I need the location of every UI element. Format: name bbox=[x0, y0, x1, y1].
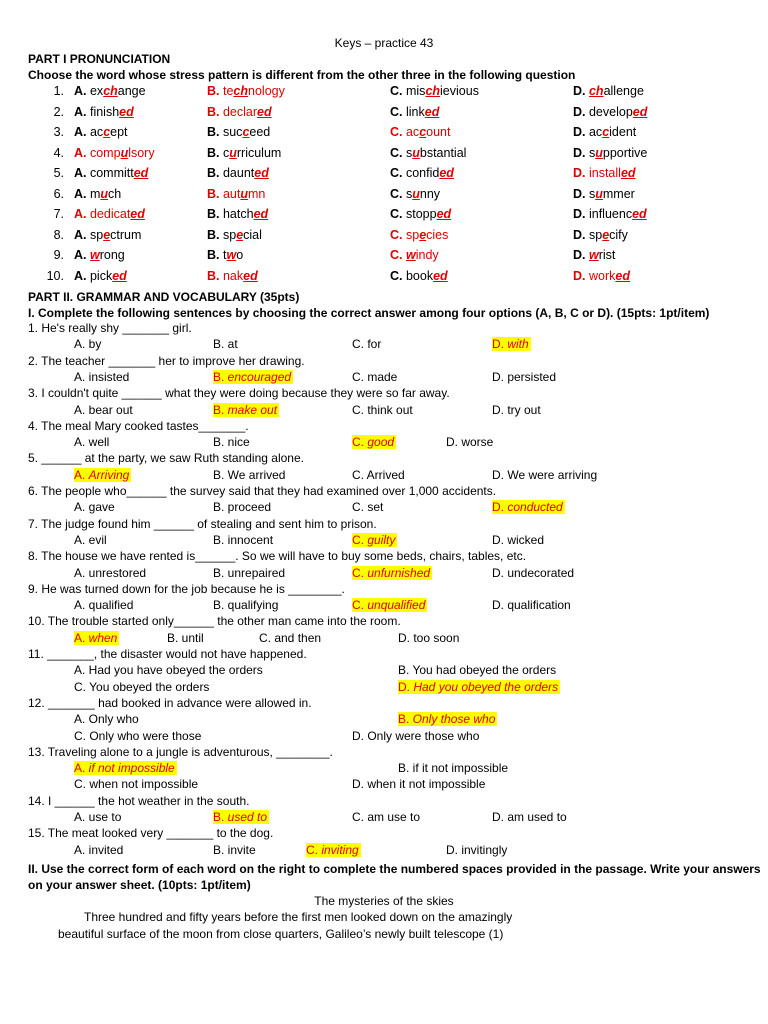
pronunciation-row bbox=[0, 166, 768, 186]
answer-option: A. qualified bbox=[74, 598, 134, 613]
option-c: C. mischievious bbox=[390, 84, 479, 98]
option-a: A. dedicated bbox=[74, 207, 145, 221]
question-number: 6. bbox=[53, 186, 64, 201]
question-number: 9. bbox=[53, 248, 64, 262]
question-text: 7. The judge found him ______ of stealing and sent him to prison. bbox=[28, 516, 377, 531]
option-a: A. exchange bbox=[74, 84, 146, 98]
correct-answer-option: C. unqualified bbox=[352, 598, 426, 613]
correct-answer-option: C. good bbox=[352, 435, 395, 450]
option-b: B. autumn bbox=[207, 186, 266, 201]
option-d: D. supportive bbox=[573, 145, 648, 160]
correct-answer-option: A. if not impossible bbox=[74, 761, 175, 776]
question-text: 15. The meat looked very _______ to the dog. bbox=[28, 826, 274, 841]
page-title: Keys – practice 43 bbox=[334, 36, 434, 50]
answer-option: D. Only were those who bbox=[352, 728, 480, 743]
answer-option: B. proceed bbox=[213, 500, 272, 515]
correct-answer-option: D. conducted bbox=[492, 500, 563, 515]
pronunciation-row bbox=[0, 125, 768, 145]
answer-option: A. Only who bbox=[74, 712, 139, 727]
answer-option: D. We were arriving bbox=[492, 467, 598, 482]
option-a: A. much bbox=[74, 186, 122, 201]
answer-option: C. made bbox=[352, 369, 398, 384]
question-number: 10. bbox=[46, 268, 64, 283]
correct-answer-option: D. Had you obeyed the orders bbox=[398, 679, 559, 694]
answer-option: C. and then bbox=[259, 630, 322, 645]
question-text: 2. The teacher _______ her to improve her drawing. bbox=[28, 353, 305, 368]
answer-option: D. persisted bbox=[492, 369, 557, 384]
option-d: D. challenge bbox=[573, 84, 644, 98]
question-text: 4. The meal Mary cooked tastes_______. bbox=[28, 418, 249, 433]
option-b: B. two bbox=[207, 248, 244, 262]
answer-option: C. am use to bbox=[352, 810, 421, 824]
answer-option: A. bear out bbox=[74, 402, 133, 417]
option-a: A. compulsory bbox=[74, 145, 155, 160]
answer-option: C. for bbox=[352, 337, 382, 352]
pronunciation-row bbox=[0, 84, 768, 104]
correct-answer-option: C. inviting bbox=[306, 842, 359, 857]
correct-answer-option: A. Arriving bbox=[74, 467, 130, 482]
part2-instruction-2-line2: on your answer sheet. (10pts: 1pt/item) bbox=[28, 878, 251, 892]
correct-answer-option: A. when bbox=[74, 630, 118, 645]
answer-option: C. Only who were those bbox=[74, 728, 202, 743]
option-d: D. developed bbox=[573, 104, 648, 119]
option-a: A. picked bbox=[74, 268, 127, 283]
part2-heading: PART II. GRAMMAR AND VOCABULARY (35pts) bbox=[28, 290, 300, 304]
question-text: 10. The trouble started only______ the other man came into the room. bbox=[28, 614, 401, 629]
answer-option: A. well bbox=[74, 435, 110, 450]
answer-option: C. set bbox=[352, 500, 384, 515]
answer-option: C. when not impossible bbox=[74, 777, 199, 792]
correct-answer-option: C. unfurnished bbox=[352, 565, 431, 580]
part2-instruction-2-line1: II. Use the correct form of each word on the right to complete the numbered spaces provided in the passage. Write your answers bbox=[28, 862, 761, 876]
option-c: C. substantial bbox=[390, 145, 467, 160]
answer-option: D. invitingly bbox=[446, 842, 508, 857]
question-text: 12. _______ had booked in advance were allowed in. bbox=[28, 695, 312, 710]
option-c: C. sunny bbox=[390, 186, 441, 201]
correct-answer-option: B. Only those who bbox=[398, 712, 496, 727]
option-d: D. influenced bbox=[573, 207, 647, 221]
answer-option: C. Arrived bbox=[352, 467, 405, 482]
option-d: D. installed bbox=[573, 166, 636, 180]
pronunciation-row bbox=[0, 207, 768, 227]
answer-option: B. invite bbox=[213, 842, 256, 857]
option-c: C. linked bbox=[390, 104, 440, 119]
answer-option: D. too soon bbox=[398, 630, 460, 645]
option-d: D. specify bbox=[573, 227, 628, 242]
answer-option: D. am used to bbox=[492, 810, 567, 824]
question-text: 11. _______, the disaster would not have happened. bbox=[28, 647, 307, 661]
answer-option: B. until bbox=[167, 630, 204, 645]
question-number: 2. bbox=[53, 104, 64, 119]
option-c: C. stopped bbox=[390, 207, 452, 221]
answer-option: D. worse bbox=[446, 435, 494, 450]
question-text: 8. The house we have rented is______. So we will have to buy some beds, chairs, tables, etc. bbox=[28, 549, 527, 564]
option-b: B. succeed bbox=[207, 125, 271, 139]
passage-title: The mysteries of the skies bbox=[314, 894, 454, 908]
question-text: 13. Traveling alone to a jungle is adventurous, ________. bbox=[28, 744, 333, 759]
passage-line-2: beautiful surface of the moon from close quarters, Galileo’s newly built telescope (1) bbox=[58, 927, 504, 941]
answer-option: A. by bbox=[74, 337, 102, 352]
answer-option: B. You had obeyed the orders bbox=[398, 663, 557, 678]
part1-instruction: Choose the word whose stress pattern is different from the other three in the following question bbox=[28, 68, 576, 82]
option-b: B. declared bbox=[207, 104, 272, 119]
option-c: C. windy bbox=[390, 248, 439, 262]
pronunciation-row bbox=[0, 146, 768, 166]
option-a: A. committed bbox=[74, 166, 149, 180]
option-a: A. spectrum bbox=[74, 227, 142, 242]
correct-answer-option: D. with bbox=[492, 337, 529, 352]
pronunciation-row bbox=[0, 105, 768, 125]
option-c: C. confided bbox=[390, 166, 454, 180]
question-number: 4. bbox=[53, 145, 64, 160]
part2-instruction: I. Complete the following sentences by choosing the correct answer among four options (A, B, C or D). (15pts: 1pt/item) bbox=[28, 306, 710, 320]
pronunciation-row bbox=[0, 187, 768, 207]
option-b: B. hatched bbox=[207, 207, 269, 221]
option-d: D. accident bbox=[573, 125, 637, 139]
option-c: C. account bbox=[390, 125, 451, 139]
pronunciation-row bbox=[0, 269, 768, 289]
correct-answer-option: C. guilty bbox=[352, 532, 396, 547]
answer-option: B. qualifying bbox=[213, 598, 279, 613]
option-b: B. special bbox=[207, 227, 262, 242]
option-d: D. wrist bbox=[573, 248, 616, 262]
correct-answer-option: B. make out bbox=[213, 402, 278, 417]
option-a: A. accept bbox=[74, 125, 128, 139]
option-b: B. curriculum bbox=[207, 145, 282, 160]
option-a: A. finished bbox=[74, 104, 134, 119]
pronunciation-row bbox=[0, 248, 768, 268]
answer-option: D. when it not impossible bbox=[352, 777, 486, 792]
answer-option: C. You obeyed the orders bbox=[74, 679, 210, 694]
question-text: 6. The people who______ the survey said that they had examined over 1,000 accidents. bbox=[28, 484, 497, 498]
answer-option: A. insisted bbox=[74, 369, 130, 384]
question-number: 8. bbox=[53, 227, 64, 242]
answer-option: A. evil bbox=[74, 532, 107, 547]
answer-option: A. gave bbox=[74, 500, 115, 515]
answer-option: C. think out bbox=[352, 402, 413, 417]
answer-option: D. wicked bbox=[492, 532, 545, 547]
answer-option: A. unrestored bbox=[74, 565, 147, 580]
option-b: B. technology bbox=[207, 84, 285, 98]
option-a: A. wrong bbox=[74, 248, 125, 262]
question-number: 1. bbox=[53, 84, 64, 98]
answer-option: B. if it not impossible bbox=[398, 761, 509, 776]
option-d: D. summer bbox=[573, 186, 635, 201]
option-b: B. naked bbox=[207, 268, 258, 283]
answer-option: B. nice bbox=[213, 435, 250, 450]
answer-option: B. We arrived bbox=[213, 467, 286, 482]
answer-option: B. unrepaired bbox=[213, 565, 286, 580]
option-c: C. species bbox=[390, 227, 449, 242]
answer-option: B. innocent bbox=[213, 532, 274, 547]
question-number: 3. bbox=[53, 125, 64, 139]
answer-option: D. undecorated bbox=[492, 565, 575, 580]
answer-option: A. invited bbox=[74, 842, 124, 857]
passage-line-1: Three hundred and fifty years before the first men looked down on the amazingly bbox=[84, 910, 513, 924]
correct-answer-option: B. encouraged bbox=[213, 369, 292, 384]
answer-option: D. qualification bbox=[492, 598, 571, 613]
pronunciation-row bbox=[0, 228, 768, 248]
question-text: 5. ______ at the party, we saw Ruth standing alone. bbox=[28, 451, 304, 466]
question-number: 7. bbox=[53, 207, 64, 221]
question-text: 9. He was turned down for the job because he is ________. bbox=[28, 581, 345, 596]
option-d: D. worked bbox=[573, 268, 630, 283]
question-number: 5. bbox=[53, 166, 64, 180]
option-c: C. booked bbox=[390, 268, 448, 283]
question-text: 1. He's really shy _______ girl. bbox=[28, 321, 192, 335]
correct-answer-option: B. used to bbox=[213, 810, 268, 824]
answer-option: A. use to bbox=[74, 810, 122, 824]
part1-heading: PART I PRONUNCIATION bbox=[28, 52, 171, 66]
question-text: 14. I ______ the hot weather in the south. bbox=[28, 793, 250, 808]
answer-option: B. at bbox=[213, 337, 238, 352]
option-b: B. daunted bbox=[207, 166, 269, 180]
answer-option: A. Had you have obeyed the orders bbox=[74, 663, 263, 678]
answer-option: D. try out bbox=[492, 402, 541, 417]
question-text: 3. I couldn't quite ______ what they were doing because they were so far away. bbox=[28, 386, 450, 401]
